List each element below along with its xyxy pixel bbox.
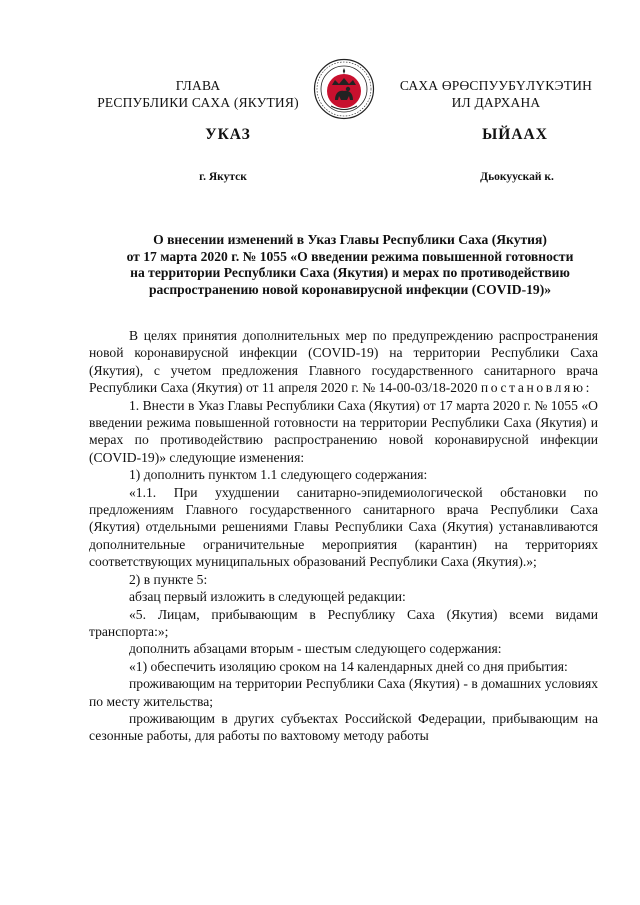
- body-paragraph: «1) обеспечить изоляцию сроком на 14 календарных дней со дня прибытия:: [129, 658, 568, 674]
- resolve-word: постановляю:: [480, 380, 592, 396]
- preamble-text: В целях принятия дополнительных мер по предупреждению распространения новой коронавирусной инфекции (COVID-19) на территории Республики Саха (Якутия), с учетом предложения Главного государственного санитарного врача Республики Саха (Якутия) от 11 апреля 2020 г. № 14-00-03/18-2020: [89, 328, 598, 396]
- body-paragraph: 1. Внести в Указ Главы Республики Саха (Якутия) от 17 марта 2020 г. № 1055 «О введении режима повышенной готовности на территории Республики Саха (Якутия) и мерах по противодействию распространению новой коронавирусной инфекции (COVID-19)» следующие изменения:: [89, 397, 598, 465]
- city-sakha: Дьокуускай к.: [480, 171, 554, 183]
- body-paragraph: «1.1. При ухудшении санитарно-эпидемиологической обстановки по предложениям Главного государственного санитарного врача Республики Саха (Якутия) отдельными решениями Главы Республики Саха (Якутия) устанавливаются дополнительные ограничительные мероприятия (карантин) на территориях соответствующих муниципальных образований Республики Саха (Якутия).»;: [89, 484, 598, 570]
- document-title: [70, 232, 630, 298]
- header-left: [88, 77, 308, 111]
- body-paragraph: дополнить абзацами вторым - шестым следующего содержания:: [129, 641, 502, 657]
- preamble-paragraph: [89, 327, 598, 397]
- header-left-line2: РЕСПУБЛИКИ САХА (ЯКУТИЯ): [97, 95, 299, 110]
- title-line: от 17 марта 2020 г. № 1055 «О введении режима повышенной готовности: [126, 248, 574, 264]
- decree-title-ru: УКАЗ: [205, 126, 251, 143]
- header-right-line1: САХА ӨРӨСПУУБҮЛҮКЭТИН: [399, 78, 593, 93]
- city-ru: г. Якутск: [199, 171, 247, 183]
- header-left-line1: ГЛАВА: [175, 78, 221, 93]
- document-body: [89, 327, 598, 745]
- coat-of-arms-emblem-icon: [313, 58, 375, 120]
- body-paragraph: проживающим в других субъектах Российской Федерации, прибывающим на сезонные работы, для работы по вахтовому методу работы: [89, 710, 598, 744]
- body-paragraph: проживающим на территории Республики Саха (Якутия) - в домашних условиях по месту жительства;: [89, 676, 598, 709]
- title-line: О внесении изменений в Указ Главы Республики Саха (Якутия): [153, 232, 547, 247]
- decree-title-sakha: ЫЙААХ: [482, 126, 548, 143]
- body-paragraph: 2) в пункте 5:: [129, 571, 208, 587]
- title-line: на территории Республики Саха (Якутия) и мерах по противодействию: [130, 265, 570, 281]
- title-line: распространению новой коронавирусной инфекции (COVID-19)»: [148, 281, 552, 297]
- header-right-line2: ИЛ ДАРХАНА: [451, 95, 541, 110]
- body-paragraph: «5. Лицам, прибывающим в Республику Саха (Якутия) всеми видами транспорта:»;: [89, 606, 598, 639]
- body-paragraph: абзац первый изложить в следующей редакции:: [129, 589, 406, 605]
- header-right: [380, 77, 612, 111]
- body-paragraph: 1) дополнить пунктом 1.1 следующего содержания:: [129, 467, 428, 483]
